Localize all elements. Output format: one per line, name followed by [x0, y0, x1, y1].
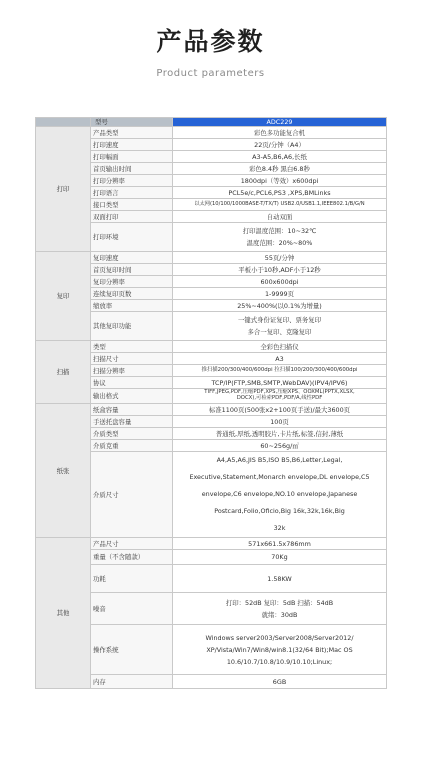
table-header-row: [36, 118, 387, 127]
row-label: 重量（不含随款）: [91, 550, 173, 565]
category-paper: 纸张: [36, 404, 91, 538]
page-subtitle: Product parameters: [156, 68, 265, 79]
row-value: 6GB: [173, 675, 387, 689]
row-value: 彩色多功能复合机: [173, 127, 387, 139]
value-line: 多合一复印、克隆复印: [247, 328, 312, 336]
row-value: 55页/分钟: [173, 252, 387, 264]
value-line: Executive,Statement,Monarch envelope,DL envelope,C5: [189, 473, 370, 481]
row-label: 连续复印页数: [91, 288, 173, 300]
row-value: 1-9999页: [173, 288, 387, 300]
row-label: 类型: [91, 341, 173, 353]
row-label: 噪音: [91, 593, 173, 625]
value-line: 温度范围：20%~80%: [246, 239, 313, 247]
row-label: 产品尺寸: [91, 538, 173, 550]
category-scan: 扫描: [36, 341, 91, 404]
row-value: A3: [173, 353, 387, 365]
row-label: 首页复印时间: [91, 264, 173, 276]
row-label: 输出格式: [91, 389, 173, 404]
row-label: 协议: [91, 377, 173, 389]
table-row: [36, 404, 387, 416]
header-model-label: 型号: [91, 118, 173, 127]
row-label: 介质克重: [91, 440, 173, 452]
row-label: 介质尺寸: [91, 452, 173, 538]
row-value: 1800dpi（等效）x600dpi: [173, 175, 387, 187]
category-copy: 复印: [36, 252, 91, 341]
value-line: 就绪：30dB: [261, 610, 298, 619]
row-label: 打印幅面: [91, 151, 173, 163]
row-label: 操作系统: [91, 625, 173, 675]
row-value: [173, 593, 387, 625]
parameters-table: [35, 117, 387, 689]
header-model-value: ADC229: [173, 118, 387, 127]
row-value: 标准1100页(500张x2+100页手送)/最大3600页: [173, 404, 387, 416]
row-label: 扫描尺寸: [91, 353, 173, 365]
page-title: 产品参数: [156, 27, 265, 56]
row-label: 扫描分辨率: [91, 365, 173, 377]
row-label: 复印分辨率: [91, 276, 173, 288]
row-label: 打印分辨率: [91, 175, 173, 187]
row-label: 复印速度: [91, 252, 173, 264]
row-value: 100页: [173, 416, 387, 428]
row-value: [173, 312, 387, 341]
row-label: 功耗: [91, 565, 173, 593]
row-label: 介质类型: [91, 428, 173, 440]
row-value: 彩色8.4秒 黑白6.8秒: [173, 163, 387, 175]
row-value: 全彩色扫描仪: [173, 341, 387, 353]
row-value: 60~256g/㎡: [173, 440, 387, 452]
row-value: A3-A5,B6,A6,长纸: [173, 151, 387, 163]
row-label: 内存: [91, 675, 173, 689]
value-line: XP/Vista/Win7/Win8/win8.1(32/64 Bit);Mac OS: [206, 645, 353, 654]
row-label: 首页输出时间: [91, 163, 173, 175]
row-value: [173, 625, 387, 675]
table-row: [36, 127, 387, 139]
value-line: Postcard,Folio,Oficio,Big 16k,32k,16k,Big: [214, 507, 345, 515]
value-line: envelope,C6 envelope,NO.10 envelope,Japanese: [201, 490, 358, 498]
row-value: PCL5e/c,PCL6,PS3 ,XPS,BMLinks: [173, 187, 387, 199]
table-row: [36, 341, 387, 353]
table-row: [36, 252, 387, 264]
row-label: 打印速度: [91, 139, 173, 151]
row-value: 600x600dpi: [173, 276, 387, 288]
row-value: 自动双面: [173, 211, 387, 223]
value-line: Windows server2003/Server2008/Server2012/: [205, 633, 354, 642]
value-line: 打印温度范围：10~32℃: [242, 227, 317, 235]
row-label: 双面打印: [91, 211, 173, 223]
row-label: 纸盒容量: [91, 404, 173, 416]
header-empty-cell: [36, 118, 91, 127]
row-value: 普通纸,厚纸,透明胶片,卡片纸,标签,信封,薄纸: [173, 428, 387, 440]
row-value: TCP/IP(FTP,SMB,SMTP,WebDAV)(IPV4/IPV6): [173, 377, 387, 389]
row-value: 平板小于10秒,ADF小于12秒: [173, 264, 387, 276]
row-value: [173, 389, 387, 404]
row-value: [173, 452, 387, 538]
category-other: 其他: [36, 538, 91, 689]
table-row: [36, 538, 387, 550]
row-label: 接口类型: [91, 199, 173, 211]
value-line: DOCX),可检索PDF,PDF/A,线性PDF: [236, 395, 323, 401]
value-line: TIFF,JPEG,PDF,压缩PDF,XPS,压缩XPS、OOXML(PPTX,XLSX,: [204, 389, 355, 396]
row-value: 1.58KW: [173, 565, 387, 593]
page-header: [0, 0, 421, 108]
value-line: 一键式身份证复印、票务复印: [237, 316, 322, 324]
row-value: 571x661.5x786mm: [173, 538, 387, 550]
row-label: 手送托盘容量: [91, 416, 173, 428]
row-label: 缩放率: [91, 300, 173, 312]
row-label: 打印语言: [91, 187, 173, 199]
row-value: 22页/分钟（A4）: [173, 139, 387, 151]
row-label: 其他复印功能: [91, 312, 173, 341]
row-label: 打印环境: [91, 223, 173, 252]
value-line: 打印：52dB 复印：5dB 扫描：54dB: [225, 598, 334, 607]
row-label: 产品类型: [91, 127, 173, 139]
value-line: 10.6/10.7/10.8/10.9/10.10;Linux;: [226, 657, 333, 666]
category-print: 打印: [36, 127, 91, 252]
row-value: 70Kg: [173, 550, 387, 565]
value-line: 32k: [273, 524, 286, 532]
value-line: A4,A5,A6,JIS B5,ISO B5,B6,Letter,Legal,: [216, 456, 343, 464]
row-value: 25%~400%(以0.1%为增量): [173, 300, 387, 312]
row-value: 以太网(10/100/1000BASE-T/TX/T) USB2.0/USB1.1,IEEE802.1/B/G/N: [173, 199, 387, 211]
row-value: 推扫描200/300/400/600dpi 拉扫描100/200/300/400/600dpi: [173, 365, 387, 377]
row-value: [173, 223, 387, 252]
